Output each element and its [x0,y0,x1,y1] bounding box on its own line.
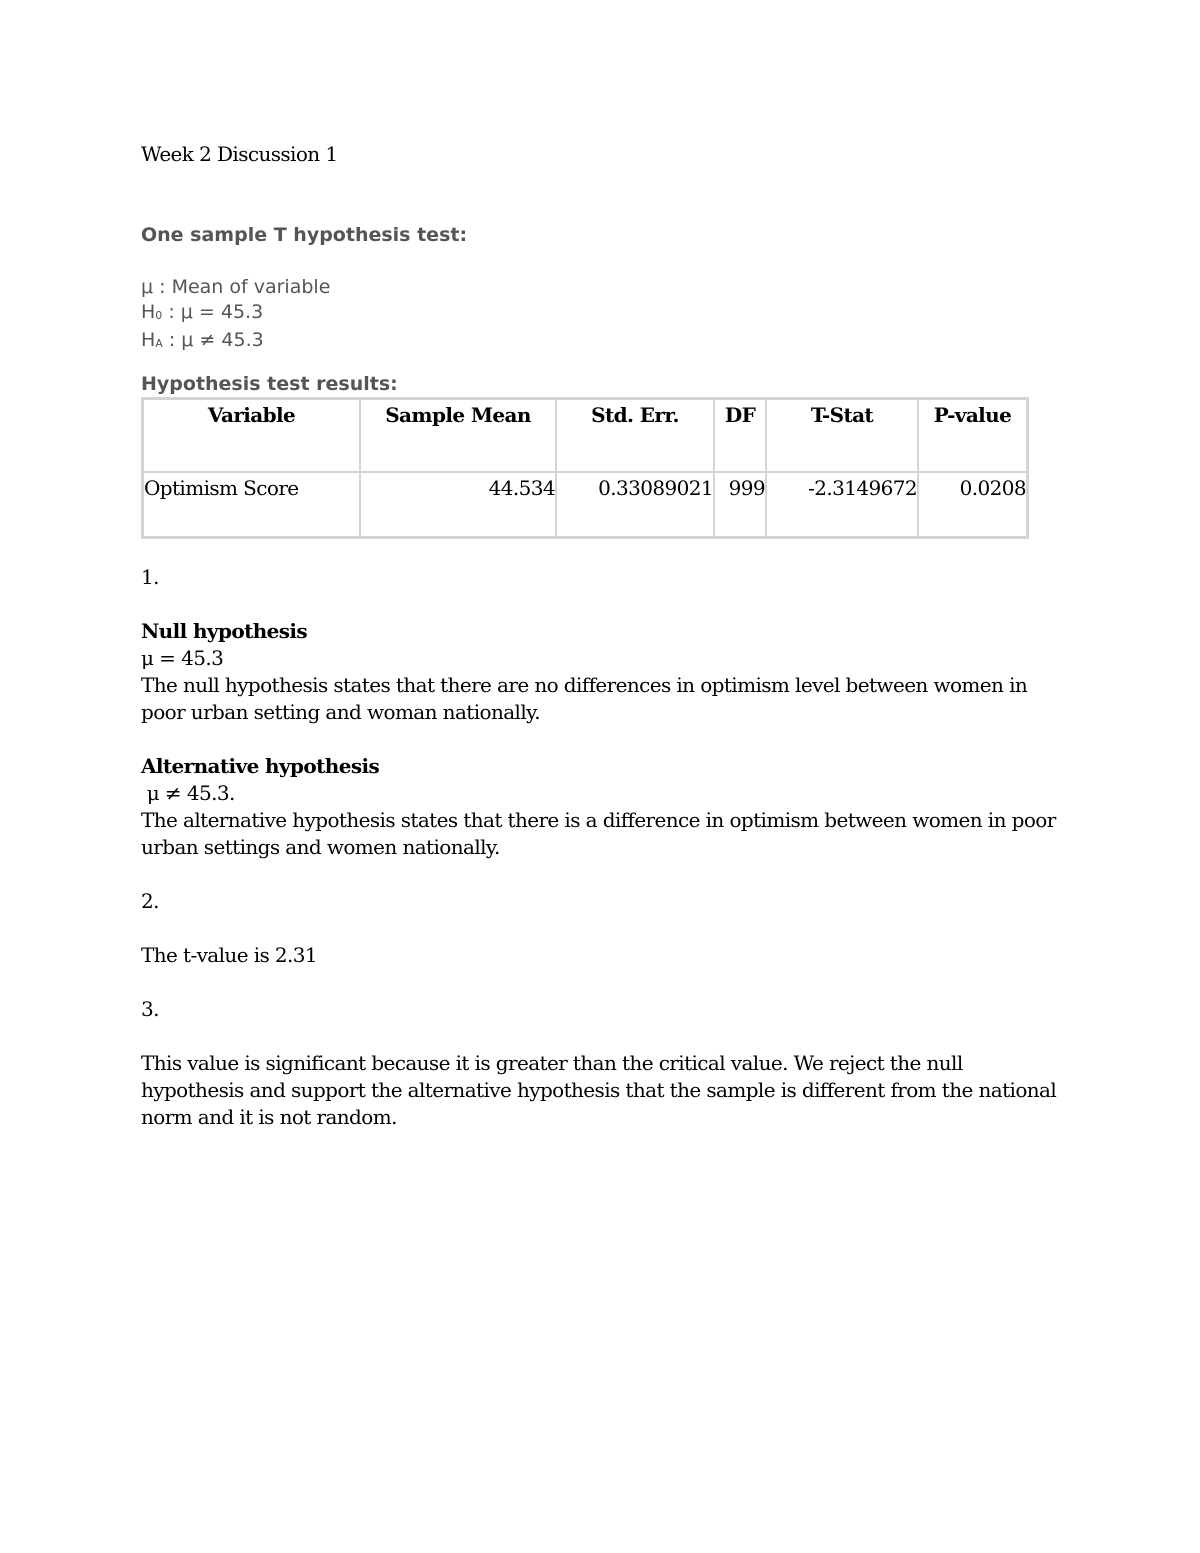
null-hypothesis-text: The null hypothesis states that there are no differences in optimism level between women in poor urban setting and woman nationally. [141,673,1028,724]
column-header-p-value: P-value [918,399,1028,473]
column-header-std-err: Std. Err. [556,399,714,473]
column-header-sample-mean: Sample Mean [360,399,556,473]
results-heading: Hypothesis test results: [141,373,398,395]
results-table [141,397,1029,539]
column-header-variable: Variable [143,399,361,473]
null-hypothesis-section [141,618,1071,726]
column-header-df: DF [714,399,766,473]
alt-hypothesis-section [141,753,1071,861]
cell-std-err: 0.33089021 [556,472,714,538]
document-title: Week 2 Discussion 1 [141,142,338,166]
null-hypothesis-line [141,300,330,328]
ha-subscript: A [155,337,163,350]
h0-prefix: H [141,301,156,323]
alt-hypothesis-formula: μ ≠ 45.3. [141,781,235,805]
h0-rest: : μ = 45.3 [162,301,264,323]
test-heading: One sample T hypothesis test: [141,224,468,246]
alt-hypothesis-heading: Alternative hypothesis [141,754,380,778]
alt-hypothesis-line [141,328,330,356]
table-header-row [143,399,1028,473]
ha-rest: : μ ≠ 45.3 [162,329,264,351]
null-hypothesis-heading: Null hypothesis [141,619,308,643]
null-hypothesis-formula: μ = 45.3 [141,646,224,670]
question-2-number: 2. [141,889,159,913]
question-2-answer: The t-value is 2.31 [141,943,318,967]
mu-definition: μ : Mean of variable [141,276,331,298]
cell-df: 999 [714,472,766,538]
question-3-answer: This value is significant because it is greater than the critical value. We reject the null hypothesis and support the alternative hypothesis that the sample is different from the national norm and it is not random. [141,1051,1057,1129]
alt-hypothesis-text: The alternative hypothesis states that there is a difference in optimism between women in poor urban settings and women nationally. [141,808,1056,859]
table-row [143,472,1028,538]
h0-subscript: 0 [155,309,163,322]
cell-t-stat: -2.3149672 [766,472,918,538]
question-3-number: 3. [141,997,159,1021]
cell-variable: Optimism Score [143,472,361,538]
cell-sample-mean: 44.534 [360,472,556,538]
ha-prefix: H [141,329,156,351]
cell-p-value: 0.0208 [918,472,1028,538]
hypothesis-definitions [141,275,330,356]
question-1-number: 1. [141,565,159,589]
column-header-t-stat: T-Stat [766,399,918,473]
